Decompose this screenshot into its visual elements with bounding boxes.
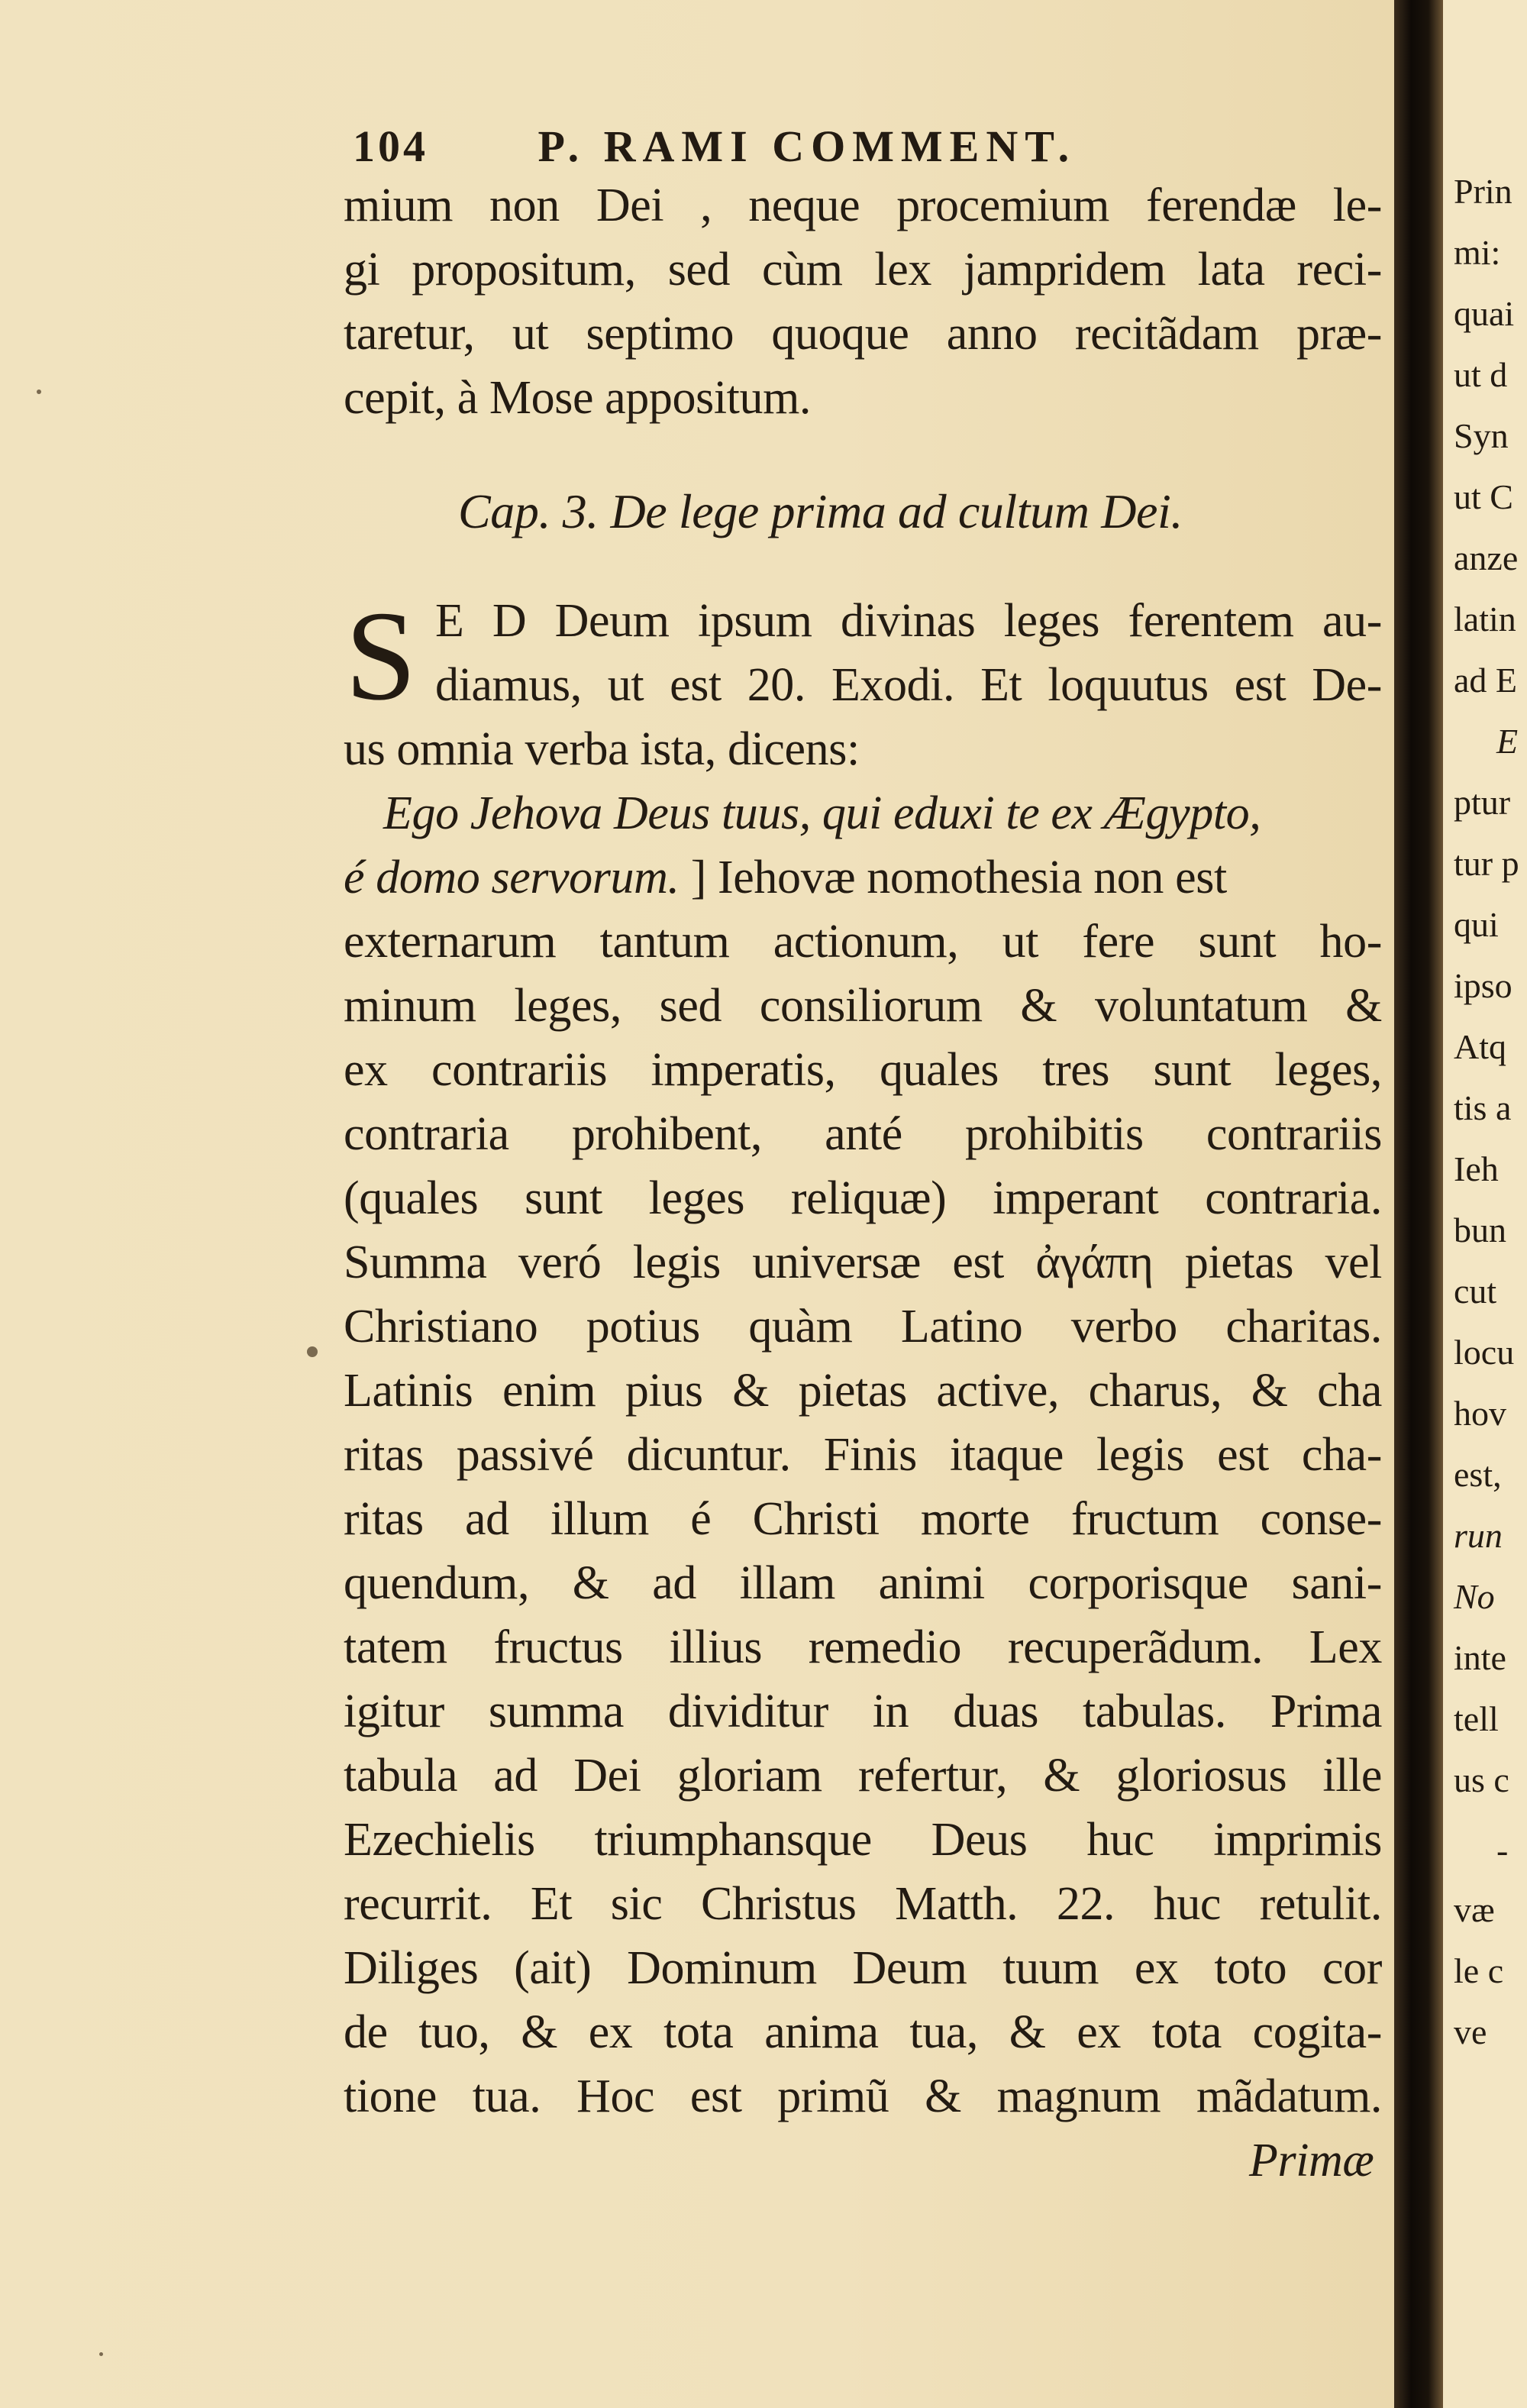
text-line: recurrit. Et sic Christus Matth. 22. huc retulit. xyxy=(344,1878,1382,1930)
running-head xyxy=(353,121,1076,172)
facing-text-fragment: No xyxy=(1454,1577,1495,1616)
facing-text-fragment: inte xyxy=(1454,1638,1506,1677)
facing-text-fragment: Syn xyxy=(1454,416,1509,455)
facing-text-fragment: ut d xyxy=(1454,355,1508,394)
facing-text-fragment: ipso xyxy=(1454,966,1512,1005)
text-line: gi propositum, sed cùm lex jampridem lata reci- xyxy=(344,244,1382,296)
chapter-heading: Cap. 3. De lege prima ad cultum Dei. xyxy=(458,484,1183,538)
text-line: Ezechielis triumphansque Deus huc imprimis xyxy=(344,1814,1382,1866)
text-line: tatem fructus illius remedio recuperãdum. Lex xyxy=(344,1621,1382,1673)
text-line: taretur, ut septimo quoque anno recitãdam præ- xyxy=(344,308,1382,360)
text-line: Latinis enim pius & pietas active, charus, & cha xyxy=(344,1365,1382,1417)
book-page-right-edge xyxy=(1443,0,1527,2408)
facing-text-fragment: ad E xyxy=(1454,661,1518,700)
text-line: ritas passivé dicuntur. Finis itaque legis est cha- xyxy=(344,1429,1382,1481)
text-line: ritas ad illum é Christi morte fructum conse- xyxy=(344,1493,1382,1545)
text-line: diamus, ut est 20. Exodi. Et loquutus est De- xyxy=(435,659,1382,711)
running-head-title: P. RAMI COMMENT. xyxy=(538,121,1077,171)
facing-text-fragment: bun xyxy=(1454,1210,1506,1249)
text-line: igitur summa dividitur in duas tabulas. Prima xyxy=(344,1686,1382,1737)
ink-speck xyxy=(307,1346,318,1357)
facing-text-fragment: ve xyxy=(1454,2012,1487,2051)
text-line: Diliges (ait) Dominum Deum tuum ex toto cor xyxy=(344,1942,1382,1994)
facing-text-fragment: locu xyxy=(1454,1333,1515,1372)
ink-speck xyxy=(99,2352,103,2356)
facing-text-fragment: Prin xyxy=(1454,172,1512,211)
text-line: E D Deum ipsum divinas leges ferentem au- xyxy=(435,595,1382,647)
ink-speck xyxy=(37,389,41,394)
drop-cap: S xyxy=(345,585,417,727)
text-span: ] Iehovæ nomothesia non est xyxy=(690,852,1227,903)
facing-text-fragment: Atq xyxy=(1454,1027,1506,1066)
facing-text-fragment: cut xyxy=(1454,1272,1497,1311)
text-line: Summa veró legis universæ est ἀγάπη pietas vel xyxy=(344,1236,1382,1288)
facing-text-fragment: tis a xyxy=(1454,1088,1512,1127)
facing-text-fragment: ut C xyxy=(1454,477,1513,516)
text-line: quendum, & ad illam animi corporisque sani- xyxy=(344,1557,1382,1609)
facing-text-fragment: quai xyxy=(1454,294,1515,333)
text-line: cepit, à Mose appositum. xyxy=(344,372,812,424)
facing-text-fragment: Ieh xyxy=(1454,1149,1499,1188)
text-line: tione tua. Hoc est primũ & magnum mãdatum. xyxy=(344,2070,1382,2122)
facing-text-fragment: E xyxy=(1496,722,1519,761)
facing-text-fragment: latin xyxy=(1454,600,1516,638)
scripture-quote: Ego Jehova Deus tuus, qui eduxi te ex Ægypto, xyxy=(383,787,1261,839)
facing-text-fragment: run xyxy=(1454,1516,1503,1555)
facing-text-fragment: tur p xyxy=(1454,844,1519,883)
facing-text-fragment: ptur xyxy=(1454,783,1511,822)
catchword: Primæ xyxy=(1249,2135,1374,2187)
text-line: (quales sunt leges reliquæ) imperant contraria. xyxy=(344,1172,1382,1224)
book-gutter xyxy=(1394,0,1443,2408)
text-line: Christiano potius quàm Latino verbo charitas. xyxy=(344,1301,1382,1353)
facing-text-fragment: - xyxy=(1496,1831,1509,1870)
text-line: mium non Dei , neque procemium ferendæ le- xyxy=(344,179,1382,231)
facing-text-fragment: est, xyxy=(1454,1455,1502,1494)
text-line: minum leges, sed consiliorum & voluntatum & xyxy=(344,980,1382,1032)
page-number: 104 xyxy=(353,121,428,171)
text-line: contraria prohibent, anté prohibitis contrariis xyxy=(344,1108,1382,1160)
facing-text-fragment: anze xyxy=(1454,538,1519,577)
scripture-quote-end: é domo servorum. xyxy=(344,852,680,903)
text-line: ex contrariis imperatis, quales tres sunt leges, xyxy=(344,1044,1382,1096)
facing-text-fragment: væ xyxy=(1454,1890,1495,1929)
text-line xyxy=(344,854,1382,901)
facing-text-fragment: hov xyxy=(1454,1394,1506,1433)
facing-text-fragment: mi: xyxy=(1454,233,1501,272)
text-line: tabula ad Dei gloriam refertur, & gloriosus ille xyxy=(344,1750,1382,1802)
text-line: de tuo, & ex tota anima tua, & ex tota cogita- xyxy=(344,2006,1382,2058)
facing-text-fragment: le c xyxy=(1454,1951,1504,1990)
facing-text-fragment: us c xyxy=(1454,1760,1509,1799)
facing-text-fragment: tell xyxy=(1454,1699,1499,1738)
text-line: externarum tantum actionum, ut fere sunt ho- xyxy=(344,916,1382,968)
facing-text-fragment: qui xyxy=(1454,905,1499,944)
text-line: us omnia verba ista, dicens: xyxy=(344,723,860,775)
